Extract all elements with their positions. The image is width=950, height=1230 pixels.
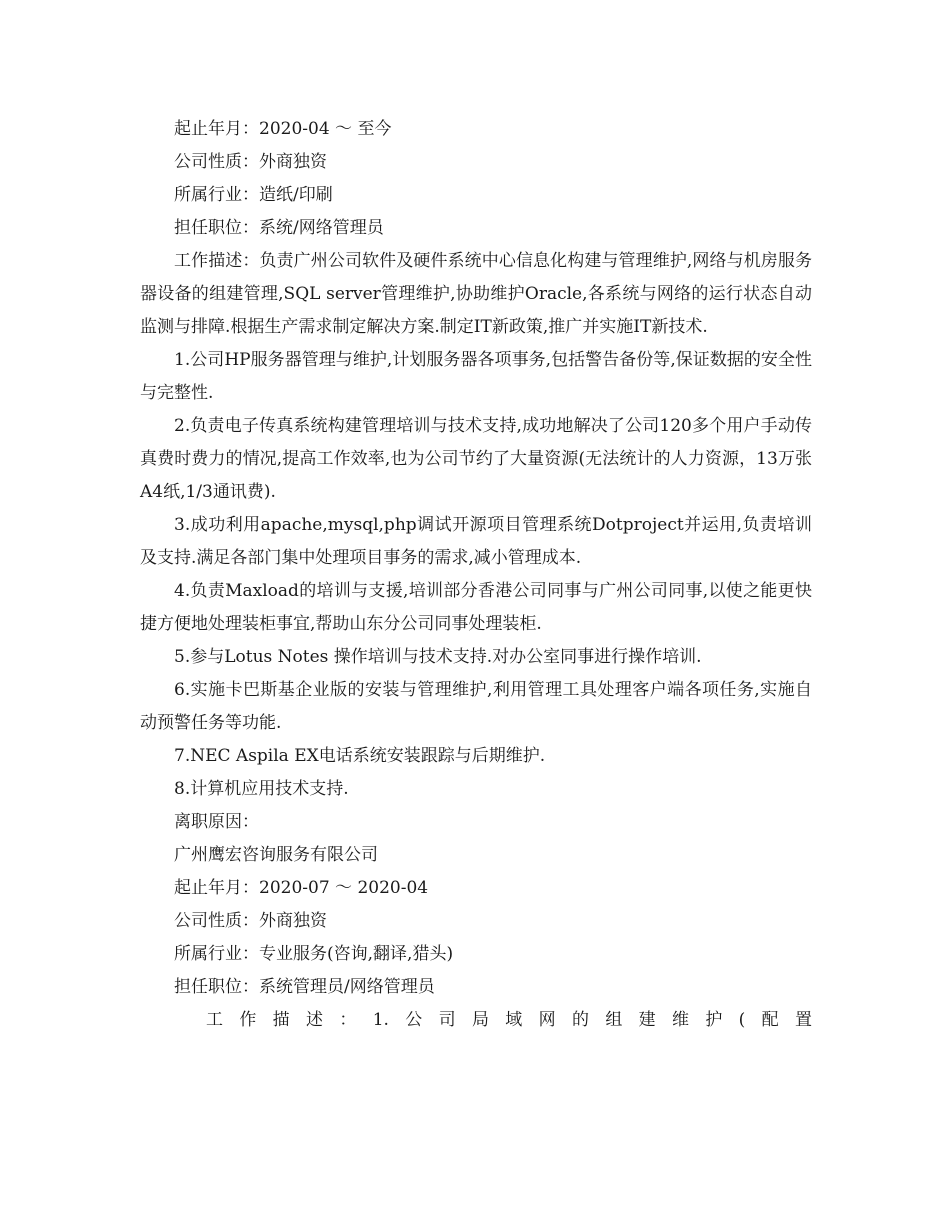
paragraph-item-7: 7.NEC Aspila EX电话系统安装跟踪与后期维护.: [174, 746, 546, 766]
paragraph-period-2: 起止年月：2020-07 ～ 2020-04: [174, 878, 429, 898]
paragraph-item-5: 5.参与Lotus Notes 操作培训与技术支持.对办公室同事进行操作培训.: [174, 647, 702, 667]
paragraph-job-description: 工作描述：负责广州公司软件及硬件系统中心信息化构建与管理维护,网络与机房服务器设备的组建管理,SQL server管理维护,协助维护Oracle,各系统与网络的运行状态自动监测与排障.根据生产需求制定解决方案.制定IT新政策,推广并实施IT新技术.: [140, 251, 812, 337]
paragraph-job-description-2: 工作描述：1.公司局域网的组建维护(配置: [206, 1010, 812, 1030]
paragraph-company-type-2: 公司性质：外商独资: [174, 911, 327, 931]
paragraph-item-3: 3.成功利用apache,mysql,php调试开源项目管理系统Dotproject并运用,负责培训及支持.满足各部门集中处理项目事务的需求,减小管理成本.: [140, 515, 812, 568]
paragraph-position-2: 担任职位：系统管理员/网络管理员: [174, 977, 435, 997]
paragraph-item-2: 2.负责电子传真系统构建管理培训与技术支持,成功地解决了公司120多个用户手动传真费时费力的情况,提高工作效率,也为公司节约了大量资源(无法统计的人力资源，13万张A4纸,1/3通讯费).: [140, 416, 812, 502]
paragraph-industry-2: 所属行业：专业服务(咨询,翻译,猎头): [174, 944, 454, 964]
paragraph-position: 担任职位：系统/网络管理员: [174, 218, 384, 238]
resume-work-experience: [140, 113, 812, 1037]
paragraph-leave-reason: 离职原因：: [174, 812, 259, 832]
paragraph-item-6: 6.实施卡巴斯基企业版的安装与管理维护,利用管理工具处理客户端各项任务,实施自动预警任务等功能.: [140, 680, 812, 733]
paragraph-company-type: 公司性质：外商独资: [174, 152, 327, 172]
paragraph-industry: 所属行业：造纸/印刷: [174, 185, 333, 205]
paragraph-item-4: 4.负责Maxload的培训与支援,培训部分香港公司同事与广州公司同事,以使之能更快捷方便地处理装柜事宜,帮助山东分公司同事处理装柜.: [140, 581, 812, 634]
paragraph-item-1: 1.公司HP服务器管理与维护,计划服务器各项事务,包括警告备份等,保证数据的安全性与完整性.: [140, 350, 812, 403]
paragraph-item-8: 8.计算机应用技术支持.: [174, 779, 349, 799]
paragraph-company-name: 广州鹰宏咨询服务有限公司: [174, 845, 378, 865]
paragraph-period: 起止年月：2020-04 ～ 至今: [174, 119, 392, 139]
